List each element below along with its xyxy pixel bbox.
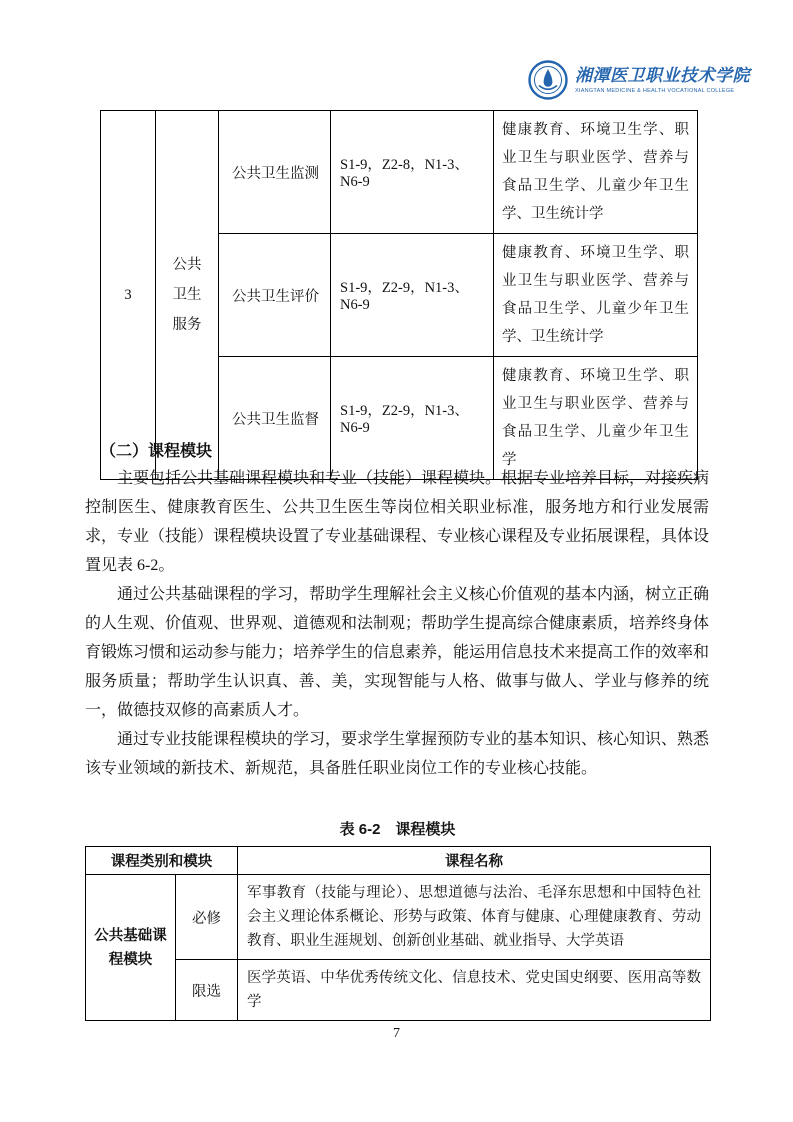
paragraph: 主要包括公共基础课程模块和专业（技能）课程模块。根据专业培养目标，对接疾病控制医生、健康教育医生、公共卫生医生等岗位相关职业标准，服务地方和行业发展需求，专业（技能）课程模块设置了专业基础课程、专业核心课程及专业拓展课程，具体设置见表 6-2。 — [85, 470, 710, 574]
module-cell: 公共基础课程模块 — [86, 875, 176, 1021]
course-type-cell: 限选 — [176, 960, 238, 1021]
college-name-en: XIANGTAN MEDICINE & HEALTH VOCATIONAL COLLEGE — [575, 87, 735, 94]
task-cell: 公共卫生评价 — [219, 234, 331, 357]
courses-cell: 健康教育、环境卫生学、职业卫生与职业医学、营养与食品卫生学、儿童少年卫生学 — [494, 357, 698, 480]
table-row — [86, 875, 711, 960]
college-name-block — [575, 66, 750, 95]
body-paragraphs — [85, 464, 709, 783]
paragraph: 通过专业技能课程模块的学习，要求学生掌握预防专业的基本知识、核心知识、熟悉该专业领域的新技术、新规范，具备胜任职业岗位工作的专业核心技能。 — [85, 731, 710, 777]
courses-cell: 健康教育、环境卫生学、职业卫生与职业医学、营养与食品卫生学、儿童少年卫生学、卫生统计学 — [494, 234, 698, 357]
table-row — [86, 960, 711, 1021]
course-list-cell: 军事教育（技能与理论）、思想道德与法治、毛泽东思想和中国特色社会主义理论体系概论、形势与政策、体育与健康、心理健康教育、劳动教育、职业生涯规划、创新创业基础、就业指导、大学英语 — [238, 875, 711, 960]
header-course-cell: 课程名称 — [238, 847, 711, 875]
college-logo — [528, 60, 750, 100]
task-cell: 公共卫生监测 — [219, 111, 331, 234]
college-emblem-icon — [528, 60, 568, 100]
page-number: 7 — [393, 1026, 400, 1041]
college-name-cn: 湘潭医卫职业技术学院 — [575, 65, 750, 85]
table-row — [101, 111, 698, 234]
category-cell: 公共卫生服务 — [156, 111, 219, 480]
job-task-course-table — [100, 110, 698, 480]
course-module-table — [85, 846, 711, 1021]
row-index-cell: 3 — [101, 111, 156, 480]
task-cell: 公共卫生监督 — [219, 357, 331, 480]
paragraph: 通过公共基础课程的学习，帮助学生理解社会主义核心价值观的基本内涵，树立正确的人生观、价值观、世界观、道德观和法制观；帮助学生提高综合健康素质，培养终身体育锻炼习惯和运动参与能力；培养学生的信息素养，能运用信息技术来提高工作的效率和服务质量；帮助学生认识真、善、美，实现智能与人格、做事与做人、学业与修养的统一，做德技双修的高素质人才。 — [85, 586, 710, 719]
table-header-row — [86, 847, 711, 875]
table-caption: 表 6-2 课程模块 — [339, 821, 456, 838]
codes-cell: S1-9，Z2-9，N1-3、N6-9 — [331, 357, 494, 480]
codes-cell: S1-9，Z2-9，N1-3、N6-9 — [331, 234, 494, 357]
courses-cell: 健康教育、环境卫生学、职业卫生与职业医学、营养与食品卫生学、儿童少年卫生学、卫生统计学 — [494, 111, 698, 234]
section-heading: （二）课程模块 — [100, 443, 213, 460]
course-type-cell: 必修 — [176, 875, 238, 960]
header-category-cell: 课程类别和模块 — [86, 847, 238, 875]
course-list-cell: 医学英语、中华优秀传统文化、信息技术、党史国史纲要、医用高等数学 — [238, 960, 711, 1021]
codes-cell: S1-9，Z2-8，N1-3、N6-9 — [331, 111, 494, 234]
